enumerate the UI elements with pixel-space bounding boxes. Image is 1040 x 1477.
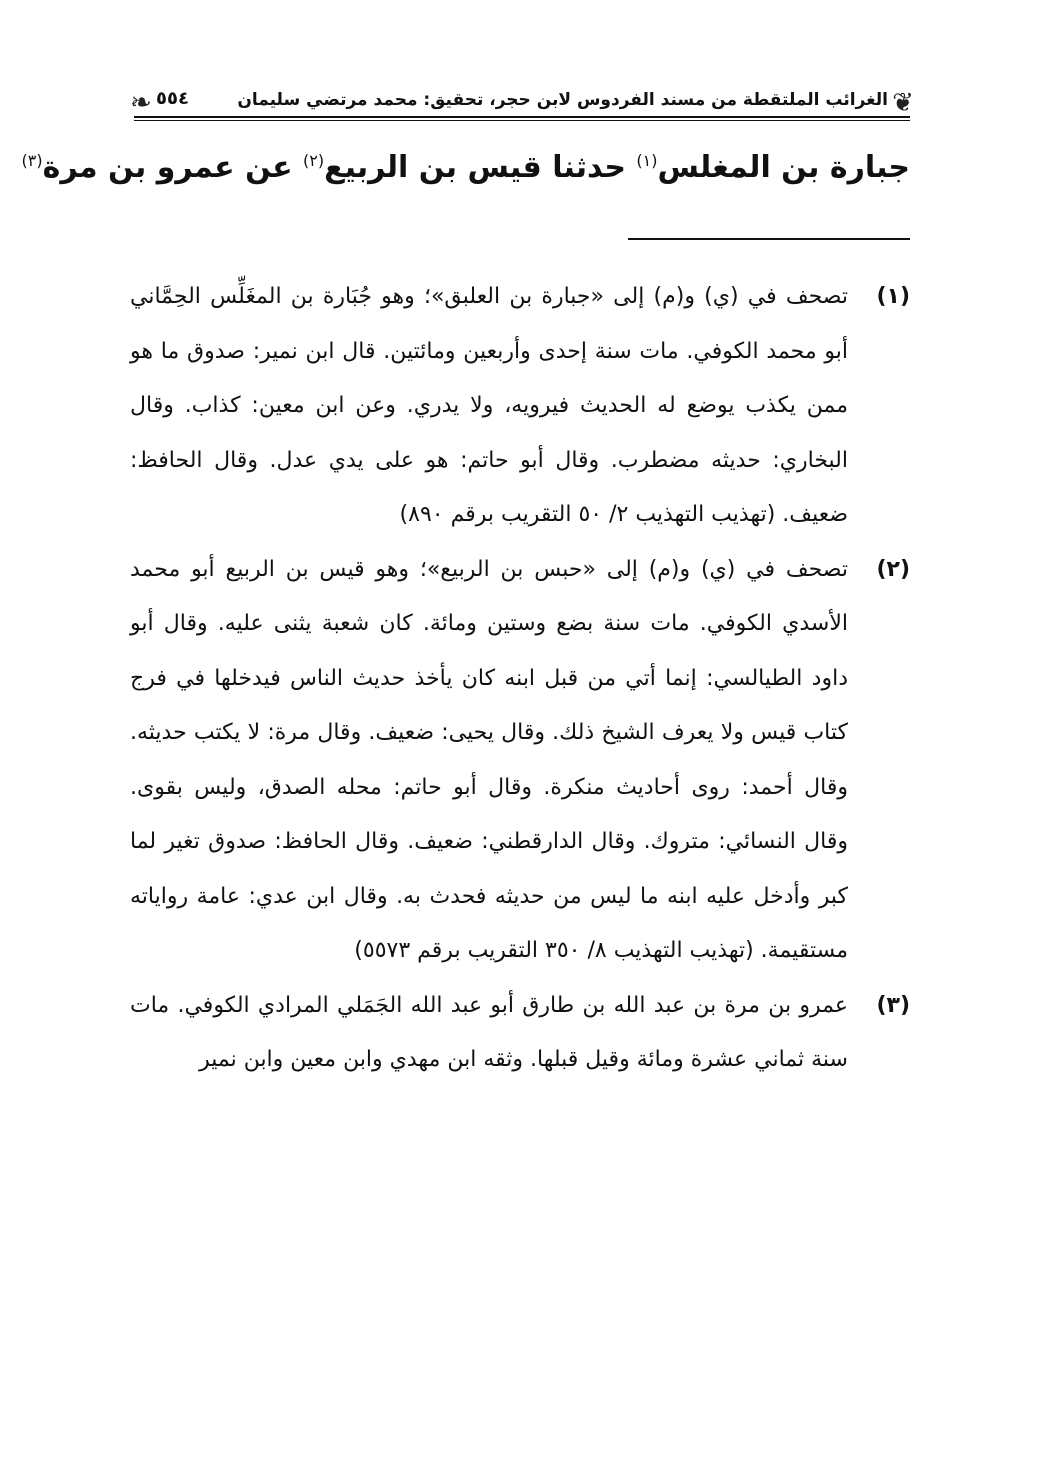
- footnote-text: تصحف في (ي) و(م) إلى «جبارة بن العلبق»؛ وهو جُبَارة بن المغَلِّس الحِمَّاني أبو محمد الكوفي. مات سنة إحدى وأربعين ومائتين. قال ابن نمير: صدوق ما هو ممن يكذب يوضع له الحديث فيرويه، ولا يدري. وعن ابن معين: كذاب. وقال البخاري: حديثه مضطرب. وقال أبو حاتم: هو على يدي عدل. وقال الحافظ: ضعيف. (تهذيب التهذيب ٢/ ٥٠ التقريب برقم ٨٩٠): [130, 284, 848, 527]
- page-header: [128, 82, 916, 132]
- floral-ornament-icon: ❧: [130, 88, 152, 118]
- footnote-separator: [628, 238, 910, 240]
- footnote-3: [130, 979, 910, 1088]
- footnote-text: تصحف في (ي) و(م) إلى «حبس بن الربيع»؛ وهو قيس بن الربيع أبو محمد الأسدي الكوفي. مات سنة بضع وستين ومائة. كان شعبة يثنى عليه. وقال أبو داود الطيالسي: إنما أتي من قبل ابنه كان يأخذ حديث الناس فيدخلها في فرج كتاب قيس ولا يعرف الشيخ ذلك. وقال يحيى: ضعيف. وقال مرة: لا يكتب حديثه. وقال أحمد: روى أحاديث منكرة. وقال أبو حاتم: محله الصدق، وليس بقوى. وقال النسائي: متروك. وقال الدارقطني: ضعيف. وقال الحافظ: صدوق تغير لما كبر وأدخل عليه ابنه ما ليس من حديثه فحدث به. وقال ابن عدي: عامة رواياته مستقيمة. (تهذيب التهذيب ٨/ ٣٥٠ التقريب برقم ٥٥٧٣): [130, 556, 848, 963]
- footnote-ref[interactable]: (٣): [21, 151, 43, 170]
- footnote-2: [130, 543, 910, 979]
- page-number: ٥٥٤: [156, 88, 189, 109]
- footnote-ref[interactable]: (١): [636, 151, 658, 170]
- header-rule: [134, 116, 910, 118]
- main-text-segment: جبارة بن المغلس: [657, 150, 910, 185]
- footnote-number: (١): [876, 284, 910, 309]
- header-rule-thin: [134, 120, 910, 121]
- footnotes-section: [130, 270, 910, 1088]
- footnote-number: (٣): [876, 992, 910, 1018]
- main-text-segment: عن عمرو بن مرة: [42, 150, 304, 185]
- main-text-line: [21, 150, 910, 185]
- running-title: الغرائب الملتقطة من مسند الفردوس لابن حجر، تحقيق: محمد مرتضي سليمان: [237, 90, 888, 110]
- footnote-number: (٢): [876, 556, 910, 582]
- footnote-ref[interactable]: (٢): [303, 151, 325, 170]
- footnote-1: [130, 270, 910, 543]
- footnote-text: عمرو بن مرة بن عبد الله بن طارق أبو عبد الله الجَمَلي المرادي الكوفي. مات سنة ثماني عشرة ومائة وقيل قبلها. وثقه ابن مهدي وابن معين وابن نمير: [130, 992, 848, 1072]
- floral-ornament-icon: ❦: [892, 88, 914, 118]
- main-text-segment: حدثنا قيس بن الربيع: [324, 150, 637, 185]
